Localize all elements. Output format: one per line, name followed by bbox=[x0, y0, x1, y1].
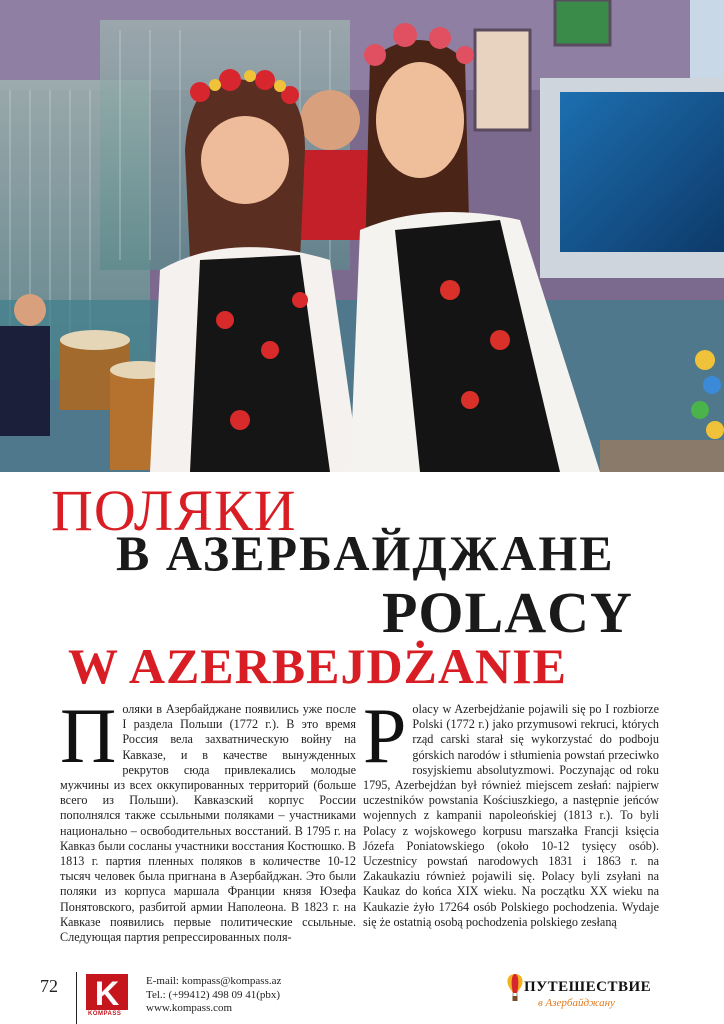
contact-block bbox=[146, 975, 281, 1016]
photo-illustration bbox=[0, 0, 724, 472]
contact-phone: Tel.: (+99412) 498 09 41(pbx) bbox=[146, 988, 281, 1001]
contact-website: www.kompass.com bbox=[146, 1002, 233, 1014]
article-column-polish bbox=[363, 692, 659, 930]
dropcap-russian: П bbox=[60, 692, 117, 779]
contact-email: E-mail: kompass@kompass.az bbox=[146, 975, 282, 987]
brand-title: ПУТЕШЕСТВИЕ bbox=[524, 979, 652, 995]
title-ru-line1: ПОЛЯКИ bbox=[51, 478, 297, 543]
hot-air-balloon-icon bbox=[505, 973, 525, 1003]
title-pl-line2: W AZERBEJDŻANIE bbox=[68, 638, 567, 694]
article-column-russian bbox=[60, 692, 356, 945]
page-number: 72 bbox=[40, 976, 58, 996]
footer-divider bbox=[76, 972, 77, 1024]
logo-name: KOMPASS bbox=[88, 1011, 122, 1017]
dropcap-polish: P bbox=[363, 692, 407, 779]
title-pl-line1: POLACY bbox=[382, 580, 633, 645]
article-text-polish: olacy w Azerbejdżanie pojawili się po I rozbiorze Polski (1772 r.) jako przymusowi rekruci, których rząd carski starał się wykorzystać do podboju górskich narodów i stłumienia powstań przeciwko rosyjskiemu absolutyzmowi. Poczynając od roku 1795, Azerbejdżan był również miejscem zesłań: najpierw uczestników powstania Kościuszkiego, a następnie jeńców wojennych z kampanii napoleońskiej (1813 r.). To byli Polacy z wojskowego korpusu marszałka Francji księcia Józefa Poniatowskiego (około 10-12 tysięcy osób). Uczestnicy powstań narodowych 1831 i 1863 r. na Zakaukaziu również pojawili się. Polacy byli zsyłani na Kaukaz do końca XIX wieku. Na początku XX wieku na Kaukazie żyło 17264 osób Polskiego pochodzenia. Wydaje się że ostatnią osobą pochodzenia polskiego zesłaną bbox=[363, 702, 659, 929]
article-text-russian: оляки в Азербайджане появились уже после I раздела Польши (1772 г.). В это время Россия вела захватническую войну на Кавказе, и в качестве вынужденных рекрутов сюда привлекались молодые мужчины из всех оккупированных территорий (больше всего из Польши). Кавказский корпус России пополнялся также ссыльными поляками – участниками национально – освободительных восстаний. В 1795 г. на Кавказ были сосланы участники восстания Костюшко. В 1813 г. партия пленных поляков в количестве 10-12 тысяч человек была пригнана в Азербайджан. Это были поляки из корпуса маршала Франции князя Юзефа Понятовского, разбитой армии Наполеона. В 1823 г. на Кавказе появились первые политические ссыльные. Следующая партия репрессированных поля- bbox=[60, 702, 356, 945]
article-photo bbox=[0, 0, 724, 472]
kompass-logo-icon bbox=[84, 972, 130, 1014]
brand-subtitle: в Азербайджану bbox=[538, 997, 615, 1009]
logo-letter: K bbox=[94, 975, 120, 1013]
title-ru-line2: В АЗЕРБАЙДЖАНЕ bbox=[116, 525, 615, 581]
